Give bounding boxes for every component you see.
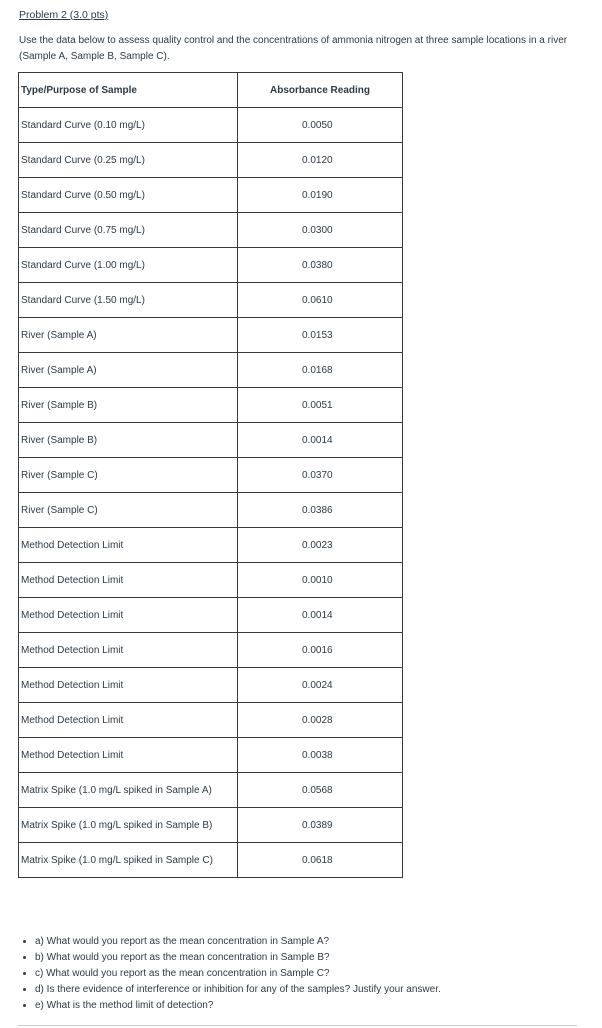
sample-type-cell: Method Detection Limit [19, 528, 238, 563]
absorbance-cell: 0.0023 [238, 528, 403, 563]
absorbance-cell: 0.0168 [238, 353, 403, 388]
question-item: • c) What would you report as the mean concentration in Sample C? [35, 966, 441, 982]
absorbance-cell: 0.0014 [238, 423, 403, 458]
question-item: • b) What would you report as the mean concentration in Sample B? [35, 950, 441, 966]
problem-intro: Use the data below to assess quality control and the concentrations of ammonia nitrogen at three sample locations in a river (Sample A, Sample B, Sample C). [19, 35, 568, 62]
sample-type-cell: Standard Curve (1.50 mg/L) [19, 283, 238, 318]
absorbance-cell: 0.0190 [238, 178, 403, 213]
absorbance-cell: 0.0370 [238, 458, 403, 493]
table-row [19, 598, 403, 633]
absorbance-cell: 0.0389 [238, 808, 403, 843]
column-header-absorbance: Absorbance Reading [238, 73, 403, 108]
table-header-row [19, 73, 403, 108]
table-row [19, 108, 403, 143]
absorbance-cell: 0.0300 [238, 213, 403, 248]
absorbance-cell: 0.0618 [238, 843, 403, 878]
sample-type-cell: Method Detection Limit [19, 598, 238, 633]
table-row [19, 668, 403, 703]
absorbance-cell: 0.0610 [238, 283, 403, 318]
absorbance-cell: 0.0016 [238, 633, 403, 668]
table-row [19, 703, 403, 738]
table-row [19, 388, 403, 423]
sample-type-cell: Method Detection Limit [19, 633, 238, 668]
problem-title: Problem 2 (3.0 pts) [19, 9, 109, 21]
sample-type-cell: Standard Curve (0.50 mg/L) [19, 178, 238, 213]
sample-type-cell: Method Detection Limit [19, 668, 238, 703]
table-row [19, 143, 403, 178]
absorbance-cell: 0.0028 [238, 703, 403, 738]
table-row [19, 773, 403, 808]
table-row [19, 458, 403, 493]
column-header-type: Type/Purpose of Sample [19, 73, 238, 108]
sample-type-cell: River (Sample B) [19, 388, 238, 423]
table-row [19, 633, 403, 668]
sample-type-cell: Standard Curve (0.25 mg/L) [19, 143, 238, 178]
sample-type-cell: Standard Curve (1.00 mg/L) [19, 248, 238, 283]
sample-type-cell: River (Sample A) [19, 318, 238, 353]
absorbance-cell: 0.0120 [238, 143, 403, 178]
sample-type-cell: River (Sample B) [19, 423, 238, 458]
table-row [19, 808, 403, 843]
table-row [19, 283, 403, 318]
sample-type-cell: Method Detection Limit [19, 563, 238, 598]
sample-type-cell: Method Detection Limit [19, 738, 238, 773]
table-row [19, 843, 403, 878]
absorbance-table [18, 72, 403, 878]
sample-type-cell: Matrix Spike (1.0 mg/L spiked in Sample C) [19, 843, 238, 878]
table-body [19, 108, 403, 878]
absorbance-cell: 0.0051 [238, 388, 403, 423]
table-row [19, 738, 403, 773]
absorbance-cell: 0.0153 [238, 318, 403, 353]
absorbance-cell: 0.0010 [238, 563, 403, 598]
sample-type-cell: River (Sample A) [19, 353, 238, 388]
question-item: • e) What is the method limit of detection? [35, 998, 441, 1014]
question-item: • a) What would you report as the mean concentration in Sample A? [35, 934, 441, 950]
absorbance-cell: 0.0050 [238, 108, 403, 143]
question-list [19, 934, 441, 1014]
table-row [19, 178, 403, 213]
sample-type-cell: River (Sample C) [19, 493, 238, 528]
sample-type-cell: Standard Curve (0.75 mg/L) [19, 213, 238, 248]
table-row [19, 248, 403, 283]
question-item: • d) Is there evidence of interference or inhibition for any of the samples? Justify your answer. [35, 982, 441, 998]
sample-type-cell: Matrix Spike (1.0 mg/L spiked in Sample A) [19, 773, 238, 808]
bottom-divider [18, 1025, 577, 1026]
absorbance-cell: 0.0024 [238, 668, 403, 703]
table-row [19, 213, 403, 248]
absorbance-cell: 0.0386 [238, 493, 403, 528]
sample-type-cell: Standard Curve (0.10 mg/L) [19, 108, 238, 143]
table-row [19, 528, 403, 563]
sample-type-cell: Matrix Spike (1.0 mg/L spiked in Sample B) [19, 808, 238, 843]
absorbance-cell: 0.0380 [238, 248, 403, 283]
table-row [19, 563, 403, 598]
absorbance-cell: 0.0014 [238, 598, 403, 633]
sample-type-cell: River (Sample C) [19, 458, 238, 493]
table-row [19, 493, 403, 528]
absorbance-cell: 0.0038 [238, 738, 403, 773]
table-row [19, 353, 403, 388]
absorbance-cell: 0.0568 [238, 773, 403, 808]
sample-type-cell: Method Detection Limit [19, 703, 238, 738]
table-row [19, 318, 403, 353]
table-row [19, 423, 403, 458]
